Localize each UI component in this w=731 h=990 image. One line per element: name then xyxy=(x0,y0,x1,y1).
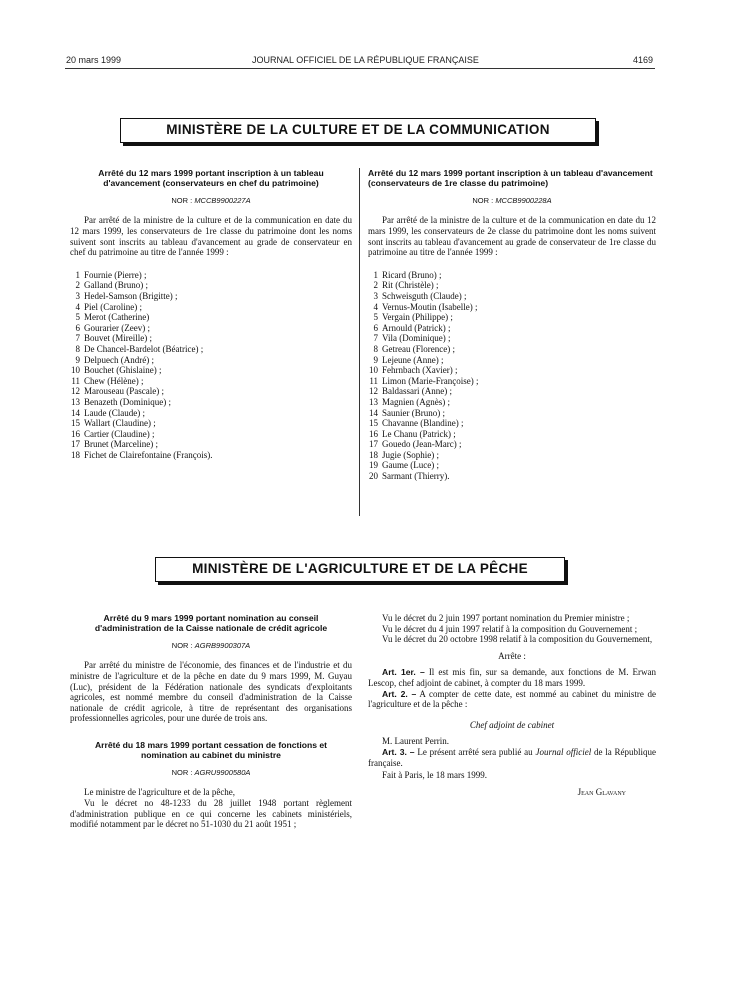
ministry-culture-heading: MINISTÈRE DE LA CULTURE ET DE LA COMMUNICATION xyxy=(120,118,596,143)
list-item-name: Vergain (Philippe) ; xyxy=(382,312,453,323)
culture-right-article xyxy=(368,168,656,482)
list-item-number: 9 xyxy=(373,354,378,365)
list-item xyxy=(70,408,352,419)
list-item xyxy=(70,280,352,291)
list-item-number: 9 xyxy=(75,354,80,365)
article-1: Art. 1er. – Il est mis fin, sur sa demande, aux fonctions de M. Erwan Lescop, chef adjoint de cabinet, à compter du 18 mars 1999. xyxy=(368,667,657,688)
culture-left-article xyxy=(70,168,352,460)
visa-paragraph: Vu le décret du 2 juin 1997 portant nomination du Premier ministre ; xyxy=(382,613,630,623)
nor-reference: NOR : AGRB9900307A xyxy=(171,640,251,650)
article-body: Par arrêté du ministre de l'économie, des finances et de l'industrie et du ministre de l'agriculture et de la pêche en date du 9 mars 1999, M. Guyau (Luc), président de la Fédération nationale des syndicats d'exploitants agricoles, est nommé membre du conseil d'administration de la Caisse nationale de crédit agricole, à titre de représentant des organisations professionnelles agricoles, pour une durée de trois ans. xyxy=(70,660,352,724)
list-item xyxy=(368,429,656,440)
agriculture-left-column xyxy=(70,613,352,830)
list-item xyxy=(368,333,656,344)
list-item-number: 19 xyxy=(369,460,378,471)
list-item-name: Limon (Marie-Françoise) ; xyxy=(382,375,479,386)
list-item-name: Rit (Christèle) ; xyxy=(382,280,439,291)
list-item-number: 11 xyxy=(369,375,378,386)
article-body: Par arrêté de la ministre de la culture et de la communication en date du 12 mars 1999, les conservateurs de 2e classe du patrimoine dont les noms suivent sont inscrits au tableau d'avancement au grade de conservateur de 1re classe du patrimoine au titre de l'année 1999 : xyxy=(368,215,656,258)
role-title: Chef adjoint de cabinet xyxy=(469,719,555,730)
list-item xyxy=(70,302,352,313)
list-item xyxy=(368,386,656,397)
list-item xyxy=(70,270,352,281)
list-item-name: Arnould (Patrick) ; xyxy=(382,322,451,333)
done-at-line: Fait à Paris, le 18 mars 1999. xyxy=(382,770,487,781)
list-item-number: 18 xyxy=(369,449,378,460)
list-item-number: 17 xyxy=(369,439,378,450)
list-item xyxy=(368,280,656,291)
list-item-name: Delpuech (André) ; xyxy=(84,354,154,365)
list-item-name: Gourarier (Zeev) ; xyxy=(84,322,150,333)
list-item-number: 15 xyxy=(369,418,378,429)
list-item xyxy=(70,397,352,408)
list-item-number: 1 xyxy=(75,269,80,280)
article-title: Arrêté du 12 mars 1999 portant inscription à un tableau d'avancement (conservateurs en chef du patrimoine) xyxy=(98,168,324,189)
list-item xyxy=(70,291,352,302)
list-item-name: Chavanne (Blandine) ; xyxy=(382,418,464,429)
list-item xyxy=(70,386,352,397)
list-item-name: Bouvet (Mireille) ; xyxy=(84,333,152,344)
list-item-name: Merot (Catherine) xyxy=(84,312,150,323)
article-body: Par arrêté de la ministre de la culture et de la communication en date du 12 mars 1999, les conservateurs de 1re classe du patrimoine dont les noms suivent sont inscrits au tableau d'avancement au grade de conservateur en chef du patrimoine au titre de l'année 1999 : xyxy=(70,215,352,258)
list-item-name: Brunet (Marceline) ; xyxy=(84,439,158,450)
list-item-number: 2 xyxy=(373,280,378,291)
list-item-name: Magnien (Agnès) ; xyxy=(382,396,450,407)
list-item-name: Benazeth (Dominique) ; xyxy=(84,396,171,407)
list-item-name: Bouchet (Ghislaine) ; xyxy=(84,365,162,376)
list-item-number: 5 xyxy=(373,312,378,323)
list-item-name: Piel (Caroline) ; xyxy=(84,301,142,312)
list-item-number: 6 xyxy=(75,322,80,333)
list-item xyxy=(70,355,352,366)
list-item-name: Fichet de Clairefontaine (François). xyxy=(84,449,213,460)
list-item-number: 4 xyxy=(373,301,378,312)
list-item xyxy=(368,471,656,482)
list-item xyxy=(70,323,352,334)
list-item xyxy=(70,439,352,450)
list-item-number: 12 xyxy=(71,386,80,397)
header-page-number: 4169 xyxy=(632,55,653,65)
list-item xyxy=(368,408,656,419)
list-item xyxy=(368,291,656,302)
visa-paragraph: Vu le décret du 4 juin 1997 relatif à la composition du Gouvernement ; xyxy=(382,623,638,634)
list-item xyxy=(70,312,352,323)
list-item-number: 20 xyxy=(369,471,378,482)
list-item-name: Baldassari (Anne) ; xyxy=(382,386,452,397)
list-item xyxy=(368,312,656,323)
arrete-heading: Arrête : xyxy=(498,650,526,661)
header-rule xyxy=(65,68,655,69)
article-body: Vu le décret no 48-1233 du 28 juillet 1948 portant règlement d'administration publique en ce qui concerne les cabinets ministériels, modifié notamment par le décret no 51-1030 du 21 août 1951 ; xyxy=(70,797,352,830)
list-item-name: Wallart (Claudine) ; xyxy=(84,418,156,429)
list-item xyxy=(368,270,656,281)
list-item-number: 12 xyxy=(369,386,378,397)
list-item xyxy=(70,418,352,429)
list-item-number: 6 xyxy=(373,322,378,333)
list-item-number: 18 xyxy=(71,449,80,460)
list-item-number: 7 xyxy=(75,333,80,344)
list-item xyxy=(368,450,656,461)
article-title: Arrêté du 9 mars 1999 portant nomination au conseil d'administration de la Caisse nationale de crédit agricole xyxy=(94,613,328,634)
visa-paragraph: Vu le décret du 20 octobre 1998 relatif à la composition du Gouvernement, xyxy=(382,634,653,645)
appointee-name: M. Laurent Perrin. xyxy=(382,736,449,747)
list-item-number: 10 xyxy=(369,365,378,376)
nor-reference: NOR : MCCB9900228A xyxy=(472,195,552,205)
article-2: Art. 2. – A compter de cette date, est nommé au cabinet du ministre de l'agriculture et de la pêche : xyxy=(368,688,656,710)
list-item-name: Fournie (Pierre) ; xyxy=(84,269,147,280)
list-item-name: Galland (Bruno) ; xyxy=(84,280,148,291)
list-item xyxy=(70,450,352,461)
list-item-number: 2 xyxy=(75,280,80,291)
nor-reference: NOR : AGRU9900580A xyxy=(171,767,251,777)
list-item-number: 3 xyxy=(373,290,378,301)
list-item-name: Saunier (Bruno) ; xyxy=(382,407,445,418)
list-item-number: 7 xyxy=(373,333,378,344)
list-item-number: 14 xyxy=(369,407,378,418)
list-item-name: Chew (Hélène) ; xyxy=(84,375,144,386)
list-item-name: Schweisguth (Claude) ; xyxy=(382,290,467,301)
nor-reference: NOR : MCCB9900227A xyxy=(171,195,251,205)
list-item xyxy=(368,365,656,376)
list-item-name: Gouedo (Jean-Marc) ; xyxy=(382,439,462,450)
list-item-name: Ricard (Bruno) ; xyxy=(382,269,442,280)
list-item-name: Cartier (Claudine) ; xyxy=(84,428,155,439)
list-item xyxy=(368,344,656,355)
list-item-number: 15 xyxy=(71,418,80,429)
list-item-number: 13 xyxy=(71,396,80,407)
list-item xyxy=(368,439,656,450)
list-item xyxy=(70,365,352,376)
list-item xyxy=(368,397,656,408)
list-item-name: Sarmant (Thierry). xyxy=(382,471,450,482)
list-item xyxy=(70,429,352,440)
article-3: Art. 3. – Le présent arrêté sera publié au Journal officiel de la République française. xyxy=(368,746,657,768)
list-item xyxy=(368,460,656,471)
list-item xyxy=(368,355,656,366)
article-title: Arrêté du 12 mars 1999 portant inscription à un tableau d'avancement (conservateurs de 1re classe du patrimoine) xyxy=(368,168,653,189)
list-item-name: Marouseau (Pascale) ; xyxy=(84,386,164,397)
list-item-name: De Chancel-Bardelot (Béatrice) ; xyxy=(84,343,204,354)
list-item xyxy=(368,418,656,429)
list-item-name: Vernus-Moutin (Isabelle) ; xyxy=(382,301,478,312)
list-item-name: Laude (Claude) ; xyxy=(84,407,145,418)
column-divider xyxy=(359,168,360,516)
list-item-number: 13 xyxy=(369,396,378,407)
names-list xyxy=(70,270,352,461)
list-item-number: 14 xyxy=(71,407,80,418)
list-item-number: 4 xyxy=(75,301,80,312)
article-title: Arrêté du 18 mars 1999 portant cessation de fonctions et nomination au cabinet du ministre xyxy=(94,739,328,761)
list-item-name: Le Chanu (Patrick) ; xyxy=(382,428,456,439)
ministry-agriculture-heading: MINISTÈRE DE L'AGRICULTURE ET DE LA PÊCHE xyxy=(155,557,565,582)
list-item xyxy=(70,333,352,344)
agriculture-right-column xyxy=(368,613,656,806)
header-journal-title: JOURNAL OFFICIEL DE LA RÉPUBLIQUE FRANÇAISE xyxy=(252,55,479,65)
list-item xyxy=(70,376,352,387)
list-item-name: Vila (Dominique) ; xyxy=(382,333,451,344)
list-item xyxy=(368,302,656,313)
list-item-number: 16 xyxy=(369,428,378,439)
list-item xyxy=(70,344,352,355)
list-item-number: 17 xyxy=(71,439,80,450)
list-item-number: 10 xyxy=(71,365,80,376)
header-date: 20 mars 1999 xyxy=(66,55,122,65)
list-item-number: 8 xyxy=(75,343,80,354)
list-item-number: 8 xyxy=(373,343,378,354)
list-item-number: 3 xyxy=(75,290,80,301)
list-item-number: 5 xyxy=(75,312,80,323)
list-item-name: Fehrnbach (Xavier) ; xyxy=(382,365,458,376)
list-item xyxy=(368,376,656,387)
list-item-number: 1 xyxy=(373,269,378,280)
article-body: Le ministre de l'agriculture et de la pêche, xyxy=(84,787,236,798)
signature: Jean Glavany xyxy=(577,786,626,797)
list-item-name: Lejeune (Anne) ; xyxy=(382,354,444,365)
list-item-name: Gaume (Luce) ; xyxy=(382,460,439,471)
list-item-name: Hedel-Samson (Brigitte) ; xyxy=(84,290,178,301)
names-list xyxy=(368,270,656,482)
list-item-number: 11 xyxy=(71,375,80,386)
list-item xyxy=(368,323,656,334)
list-item-name: Jugie (Sophie) ; xyxy=(382,449,439,460)
list-item-name: Getreau (Florence) ; xyxy=(382,343,455,354)
list-item-number: 16 xyxy=(71,428,80,439)
